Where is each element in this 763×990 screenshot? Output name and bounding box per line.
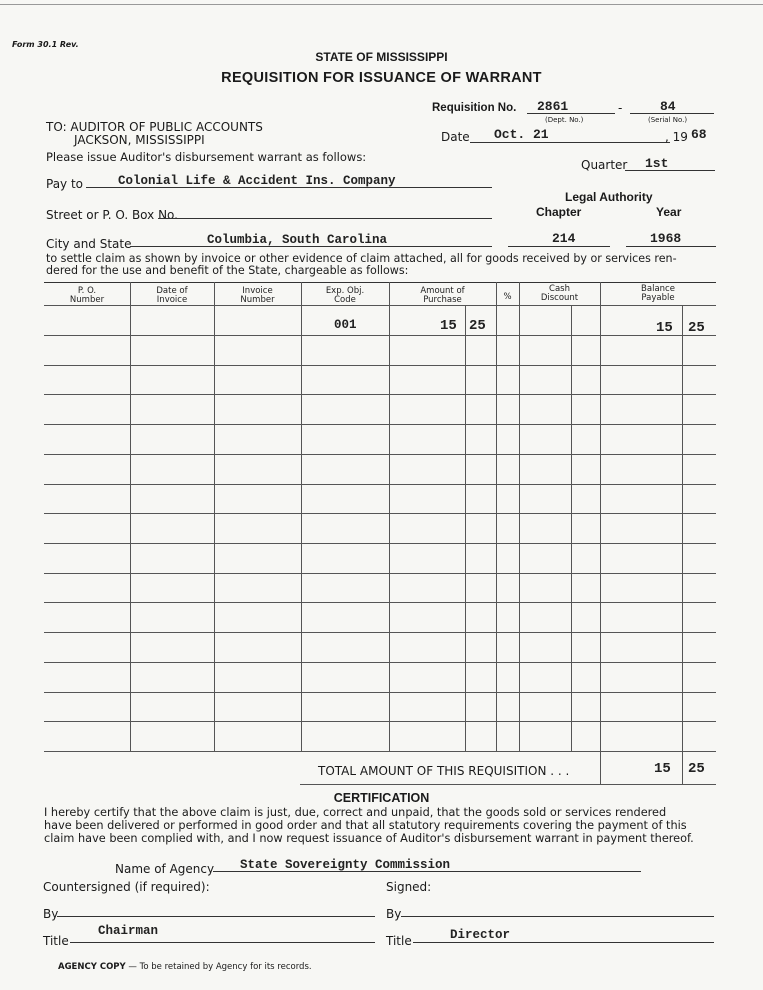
table-row-rule	[44, 484, 716, 485]
table-row-rule	[44, 335, 716, 336]
date-line	[470, 142, 670, 143]
certification-heading: CERTIFICATION	[333, 791, 430, 805]
dept-no-value: 2861	[537, 99, 569, 114]
street-line	[158, 218, 492, 219]
pay-to-value: Colonial Life & Accident Ins. Company	[118, 174, 396, 188]
countersigned-label: Countersigned (if required):	[43, 880, 210, 894]
total-dollars: 15	[654, 761, 671, 777]
serial-no-caption: (Serial No.)	[648, 116, 688, 124]
col-divider	[214, 282, 215, 751]
street-label: Street or P. O. Box No.	[46, 208, 178, 222]
city-label: City and State	[46, 237, 132, 251]
certification-line3: claim have been complied with, and I now request issuance of Auditor's disbursement warrant in payment thereof.	[44, 832, 694, 845]
header-invoice-number: Invoice Number	[240, 286, 275, 305]
date-value: Oct. 21	[494, 127, 549, 142]
col-divider	[519, 282, 520, 751]
top-border	[0, 4, 763, 5]
date-label: Date	[441, 130, 470, 144]
table-row-rule	[44, 543, 716, 544]
table-row-rule	[44, 632, 716, 633]
legal-authority-label: Legal Authority	[565, 190, 653, 204]
header-balance-payable: Balance Payable	[641, 284, 675, 303]
countersigned-title-value: Chairman	[98, 924, 159, 938]
footer-text: — To be retained by Agency for its records.	[125, 962, 312, 972]
table-row-rule	[44, 424, 716, 425]
addressee-line2: JACKSON, MISSISSIPPI	[74, 133, 205, 147]
table-row-rule	[44, 513, 716, 514]
table-row-rule	[44, 662, 716, 663]
dept-no-caption: (Dept. No.)	[545, 116, 584, 124]
table-row-rule	[44, 721, 716, 722]
serial-no-value: 84	[660, 99, 676, 114]
settle-text-1: to settle claim as shown by invoice or other evidence of claim attached, all for goods received by or services ren-	[46, 252, 677, 265]
table-row-rule	[44, 454, 716, 455]
signed-title-label: Title	[386, 934, 412, 948]
agency-label: Name of Agency	[115, 862, 215, 876]
header-po-number: P. O. Number	[69, 286, 105, 305]
header-percent: %	[503, 292, 512, 302]
countersigned-title-line	[70, 942, 375, 943]
row1-balance-cents: 25	[688, 320, 705, 336]
year-line	[626, 246, 716, 247]
signed-by-line	[401, 916, 714, 917]
city-value: Columbia, South Carolina	[207, 233, 388, 247]
chapter-value: 214	[552, 231, 576, 246]
signed-title-value: Director	[450, 928, 511, 942]
footer-note	[58, 962, 312, 972]
col-divider	[389, 282, 390, 751]
signed-label: Signed:	[386, 880, 432, 894]
quarter-value: 1st	[645, 156, 669, 171]
form-number: Form 30.1 Rev.	[12, 40, 79, 49]
table-row-rule	[44, 394, 716, 395]
settle-text-2: dered for the use and benefit of the State, chargeable as follows:	[46, 264, 409, 277]
agency-value: State Sovereignty Commission	[240, 858, 451, 872]
requisition-label: Requisition No.	[432, 102, 517, 114]
table-row-rule	[44, 365, 716, 366]
table-top-rule	[44, 282, 716, 283]
total-cents: 25	[688, 761, 705, 777]
year-value: 1968	[650, 231, 682, 246]
table-bottom-rule	[44, 751, 716, 752]
pay-to-label: Pay to	[46, 177, 84, 191]
row1-balance-dollars: 15	[656, 320, 673, 336]
certification-line1: I hereby certify that the above claim is just, due, correct and unpaid, that the goods sold or services rendered	[44, 806, 667, 819]
header-amount-of-purchase: Amount of Purchase	[420, 286, 465, 305]
countersigned-title-label: Title	[43, 934, 69, 948]
instruction-text: Please issue Auditor's disbursement warrant as follows:	[46, 150, 367, 164]
date-year-prefix: , 19	[665, 130, 688, 144]
total-label: TOTAL AMOUNT OF THIS REQUISITION . . .	[318, 764, 570, 778]
header-exp-obj-code: Exp. Obj. Code	[325, 286, 365, 305]
countersigned-by-label: By	[43, 907, 59, 921]
countersigned-by-line	[57, 916, 375, 917]
col-divider	[600, 282, 601, 784]
header-cash-discount: Cash Discount	[540, 284, 579, 303]
date-year: 68	[691, 127, 707, 142]
table-header-rule	[44, 305, 716, 306]
table-row-rule	[44, 602, 716, 603]
requisition-dash: -	[618, 101, 623, 115]
row1-amount-dollars: 15	[440, 318, 457, 334]
cents-divider	[571, 305, 572, 751]
table-row-rule	[44, 692, 716, 693]
col-divider	[130, 282, 131, 751]
col-divider	[496, 282, 497, 751]
cents-divider	[465, 305, 466, 751]
header-date-of-invoice: Date of Invoice	[156, 286, 188, 305]
certification-line2: have been delivered or performed in good order and that all statutory requirements covering the payment of this	[44, 819, 687, 832]
cents-divider	[682, 305, 683, 784]
row1-amount-cents: 25	[469, 318, 486, 334]
quarter-line	[625, 170, 715, 171]
form-title: REQUISITION FOR ISSUANCE OF WARRANT	[221, 70, 542, 86]
table-row-rule	[44, 573, 716, 574]
quarter-label: Quarter	[581, 158, 628, 172]
footer-bold: AGENCY COPY	[58, 962, 126, 972]
signed-by-label: By	[386, 907, 402, 921]
col-divider	[301, 282, 302, 751]
state-heading: STATE OF MISSISSIPPI	[315, 50, 448, 64]
signed-title-line	[413, 942, 714, 943]
chapter-label: Chapter	[536, 205, 582, 219]
total-bottom-rule	[300, 784, 716, 785]
addressee-line1: TO: AUDITOR OF PUBLIC ACCOUNTS	[46, 120, 263, 134]
year-label: Year	[656, 205, 682, 219]
row1-exp-code: 001	[334, 318, 357, 332]
chapter-line	[508, 246, 610, 247]
